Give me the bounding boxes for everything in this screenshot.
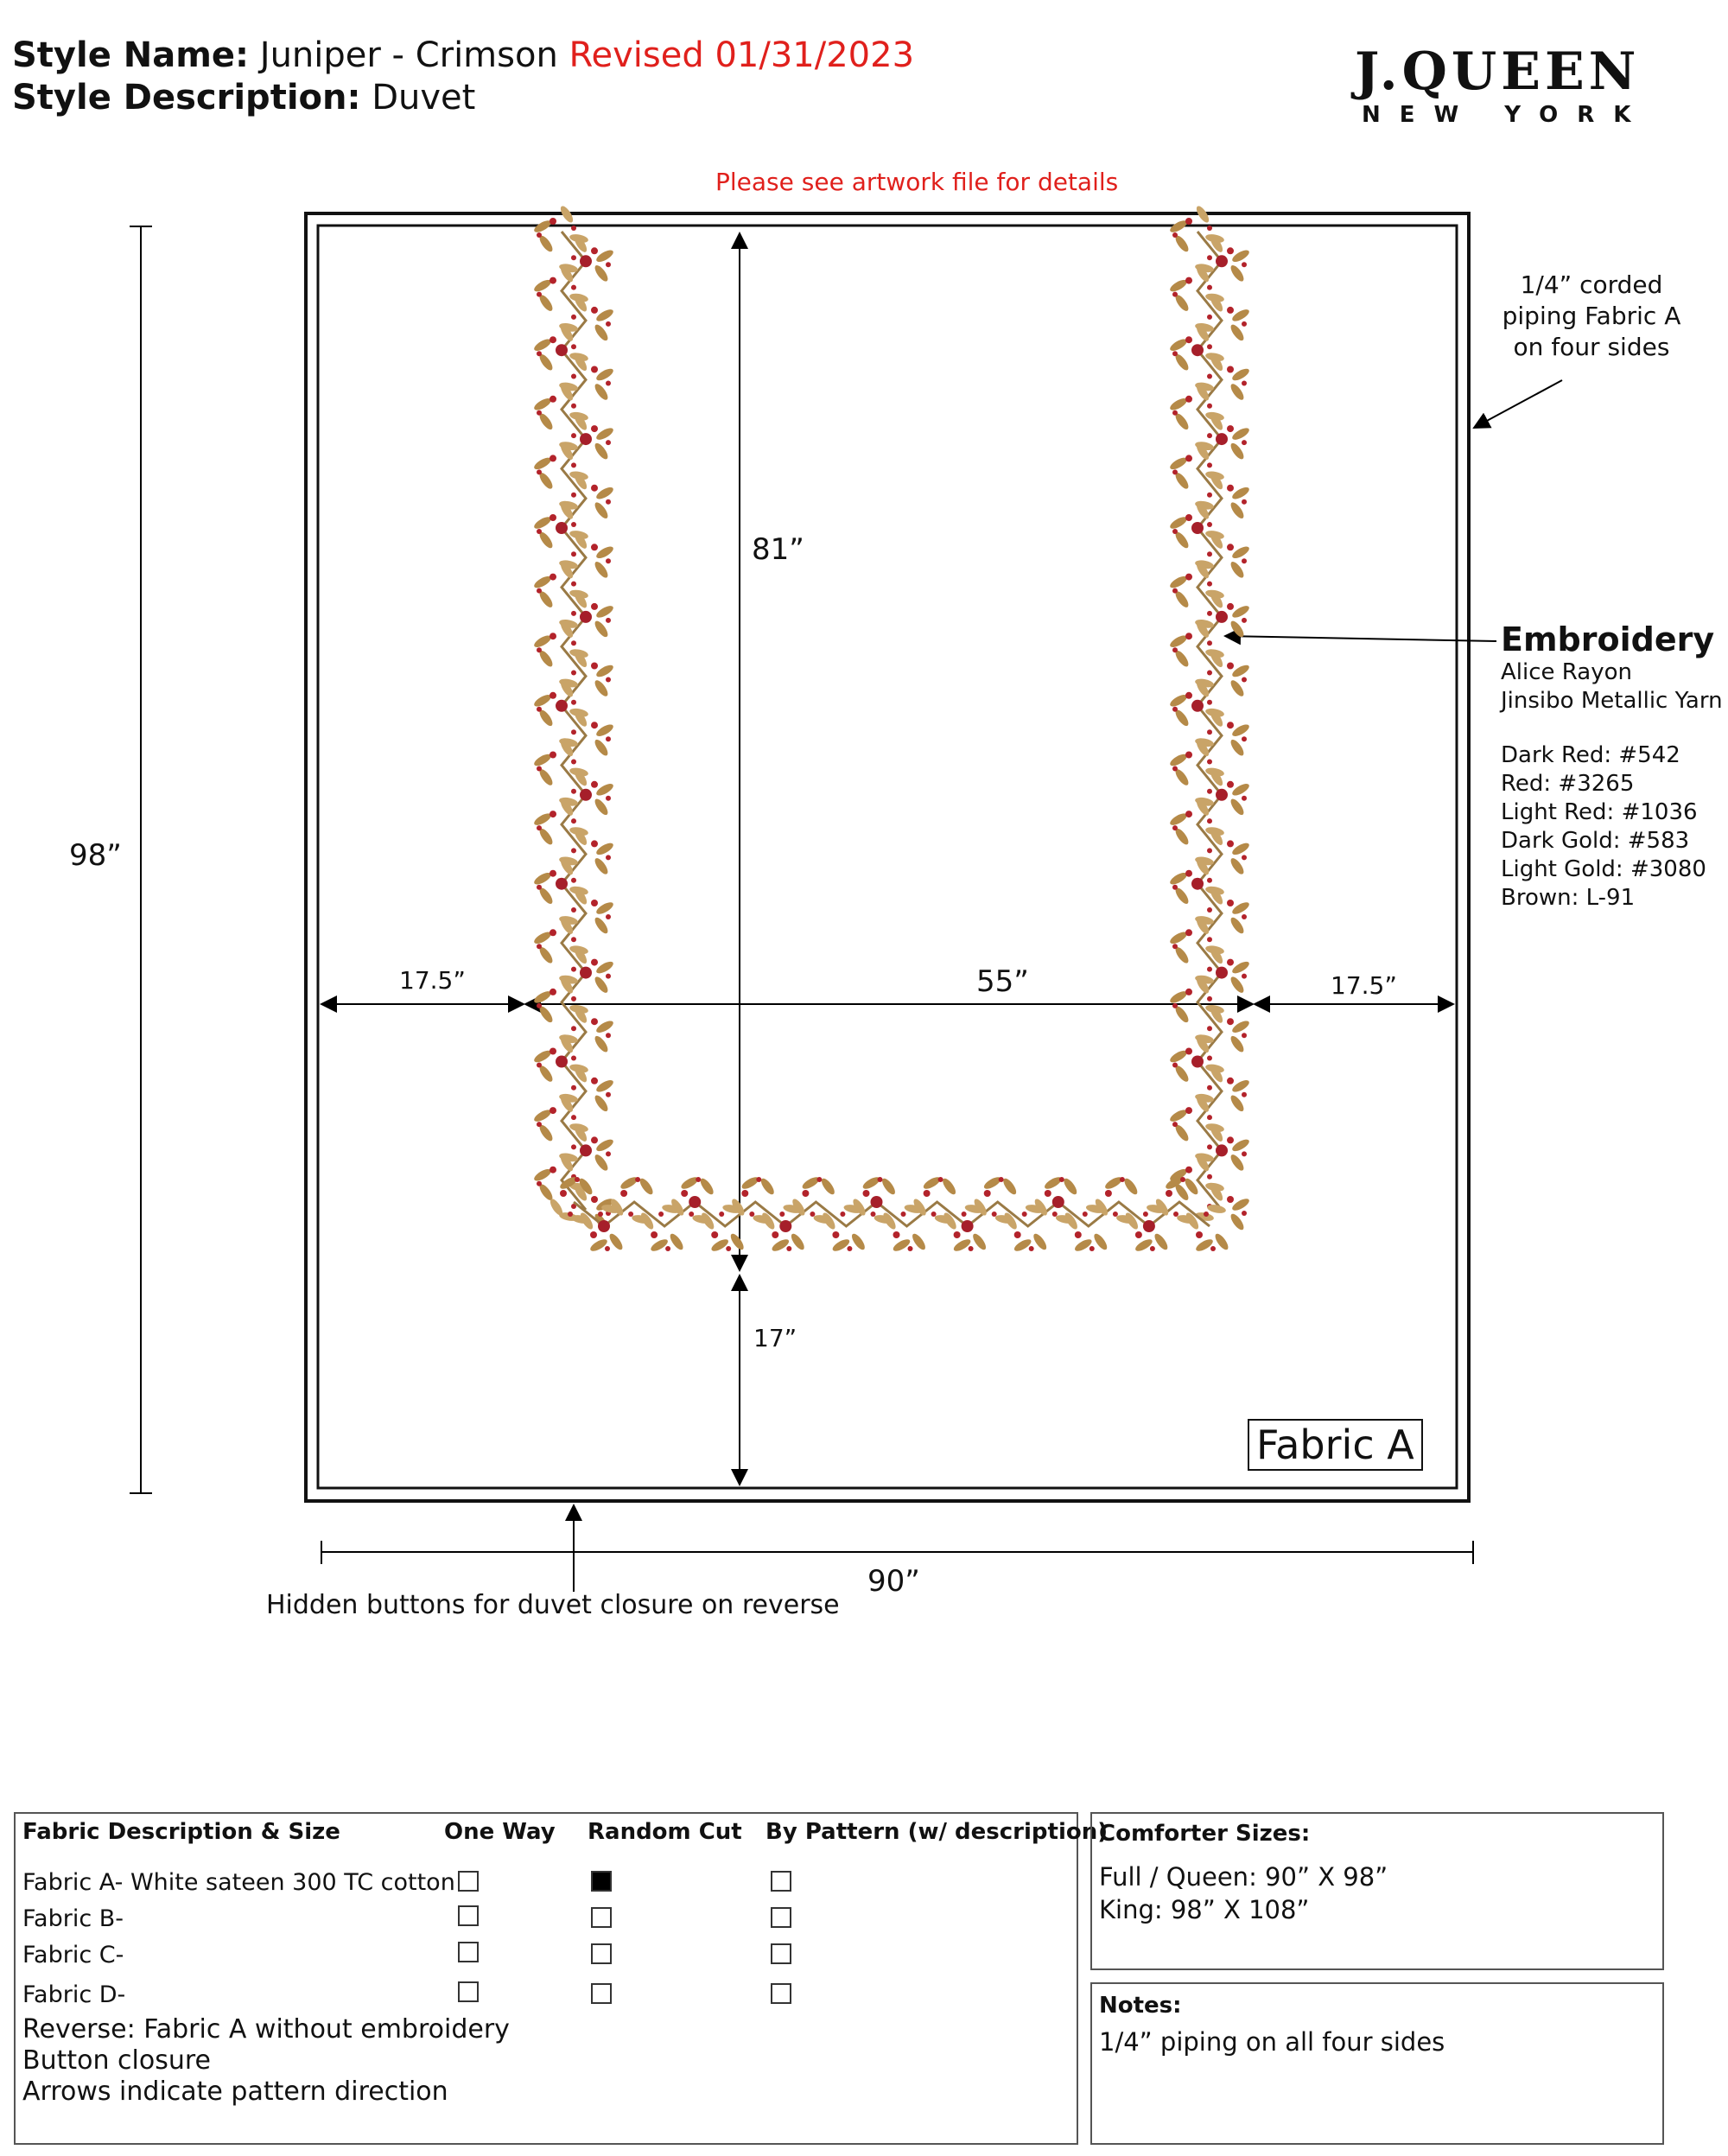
checkbox-fabric-c-by-pattern[interactable] — [771, 1943, 791, 1964]
comforter-sizes-title: Comforter Sizes: — [1099, 1821, 1311, 1847]
embroidery-title: Embroidery — [1501, 620, 1715, 658]
piping-note: 1/4” corded piping Fabric A on four sides — [1502, 270, 1681, 361]
style-description-value: Duvet — [372, 78, 476, 118]
fabric-table-header-one-way: One Way — [444, 1819, 556, 1845]
notes-line: 1/4” piping on all four sides — [1099, 2027, 1445, 2057]
right-margin-label: 17.5” — [1331, 971, 1397, 1000]
artwork-note: Please see artwork file for details — [715, 168, 1119, 196]
comforter-size-line: Full / Queen: 90” X 98” — [1099, 1862, 1388, 1892]
embroidery-color: Light Red: #1036 — [1501, 799, 1698, 825]
duvet-outer-edge — [306, 213, 1469, 1501]
height-total-label: 98” — [69, 838, 122, 873]
comforter-sizes-box — [1090, 1812, 1664, 1970]
checkbox-fabric-d-random-cut[interactable] — [591, 1983, 612, 2004]
notes-title: Notes: — [1099, 1993, 1182, 2019]
style-name-label: Style Name: — [12, 35, 250, 75]
checkbox-fabric-b-random-cut[interactable] — [591, 1907, 612, 1928]
style-name-value: Juniper - Crimson — [259, 35, 558, 75]
embroidery-left-band — [532, 204, 615, 1231]
checkbox-fabric-c-random-cut[interactable] — [591, 1943, 612, 1964]
checkbox-fabric-b-one-way[interactable] — [458, 1905, 479, 1926]
checkbox-fabric-d-by-pattern[interactable] — [771, 1983, 791, 2004]
checkbox-fabric-c-one-way[interactable] — [458, 1942, 479, 1962]
checkbox-fabric-a-by-pattern[interactable] — [771, 1871, 791, 1892]
fabric-table — [14, 1812, 1109, 2145]
embroidery-color: Light Gold: #3080 — [1501, 856, 1706, 882]
fabric-row-label: Fabric D- — [22, 1981, 126, 2008]
fabric-row-label: Fabric B- — [22, 1905, 124, 1932]
fabric-row-label: Fabric C- — [22, 1942, 124, 1968]
brand-logo-subtitle: NEW YORK — [1362, 102, 1650, 128]
table-note: Button closure — [22, 2045, 211, 2076]
embroidery-color: Red: #3265 — [1501, 771, 1635, 797]
inner-height-label: 81” — [752, 532, 804, 567]
checkbox-fabric-b-by-pattern[interactable] — [771, 1907, 791, 1928]
notes-box — [1090, 1982, 1664, 2145]
checkbox-fabric-a-random-cut[interactable] — [591, 1871, 612, 1892]
checkbox-fabric-a-one-way[interactable] — [458, 1871, 479, 1892]
brand-logo: J.QUEEN — [1355, 41, 1641, 102]
embroidery-color: Brown: L-91 — [1501, 885, 1636, 911]
inner-width-label: 55” — [976, 964, 1029, 999]
fabric-table-header-random-cut: Random Cut — [588, 1819, 742, 1845]
duvet-piping-edge — [318, 226, 1457, 1488]
left-margin-label: 17.5” — [399, 966, 466, 995]
table-note: Reverse: Fabric A without embroidery — [22, 2014, 510, 2045]
embroidery-right-band — [1168, 204, 1251, 1231]
fabric-table-header-description: Fabric Description & Size — [22, 1819, 340, 1845]
style-description-label: Style Description: — [12, 78, 361, 118]
embroidery-color: Dark Gold: #583 — [1501, 828, 1690, 854]
embroidery-callout: Embroidery Alice Rayon Jinsibo Metallic Yarn Dark Red: #542 Red: #3265 Light Red: #1036 Dark Gold: #583 Light Gold: #3080 Brown: L-91 — [1501, 620, 1723, 911]
width-total-label: 90” — [867, 1564, 920, 1599]
fabric-row-label: Fabric A- White sateen 300 TC cotton — [22, 1869, 455, 1896]
revised-date: Revised 01/31/2023 — [569, 35, 915, 75]
embroidery-color: Dark Red: #542 — [1501, 742, 1680, 768]
closure-note: Hidden buttons for duvet closure on reverse — [266, 1590, 840, 1620]
fabric-a-label: Fabric A — [1248, 1419, 1423, 1471]
table-note: Arrows indicate pattern direction — [22, 2077, 448, 2107]
checkbox-fabric-d-one-way[interactable] — [458, 1981, 479, 2002]
fabric-table-header-by-pattern: By Pattern (w/ description) — [766, 1819, 1109, 1845]
embroidery-bottom-band — [548, 1175, 1230, 1254]
bottom-margin-label: 17” — [753, 1324, 797, 1352]
comforter-size-line: King: 98” X 108” — [1099, 1895, 1310, 1924]
